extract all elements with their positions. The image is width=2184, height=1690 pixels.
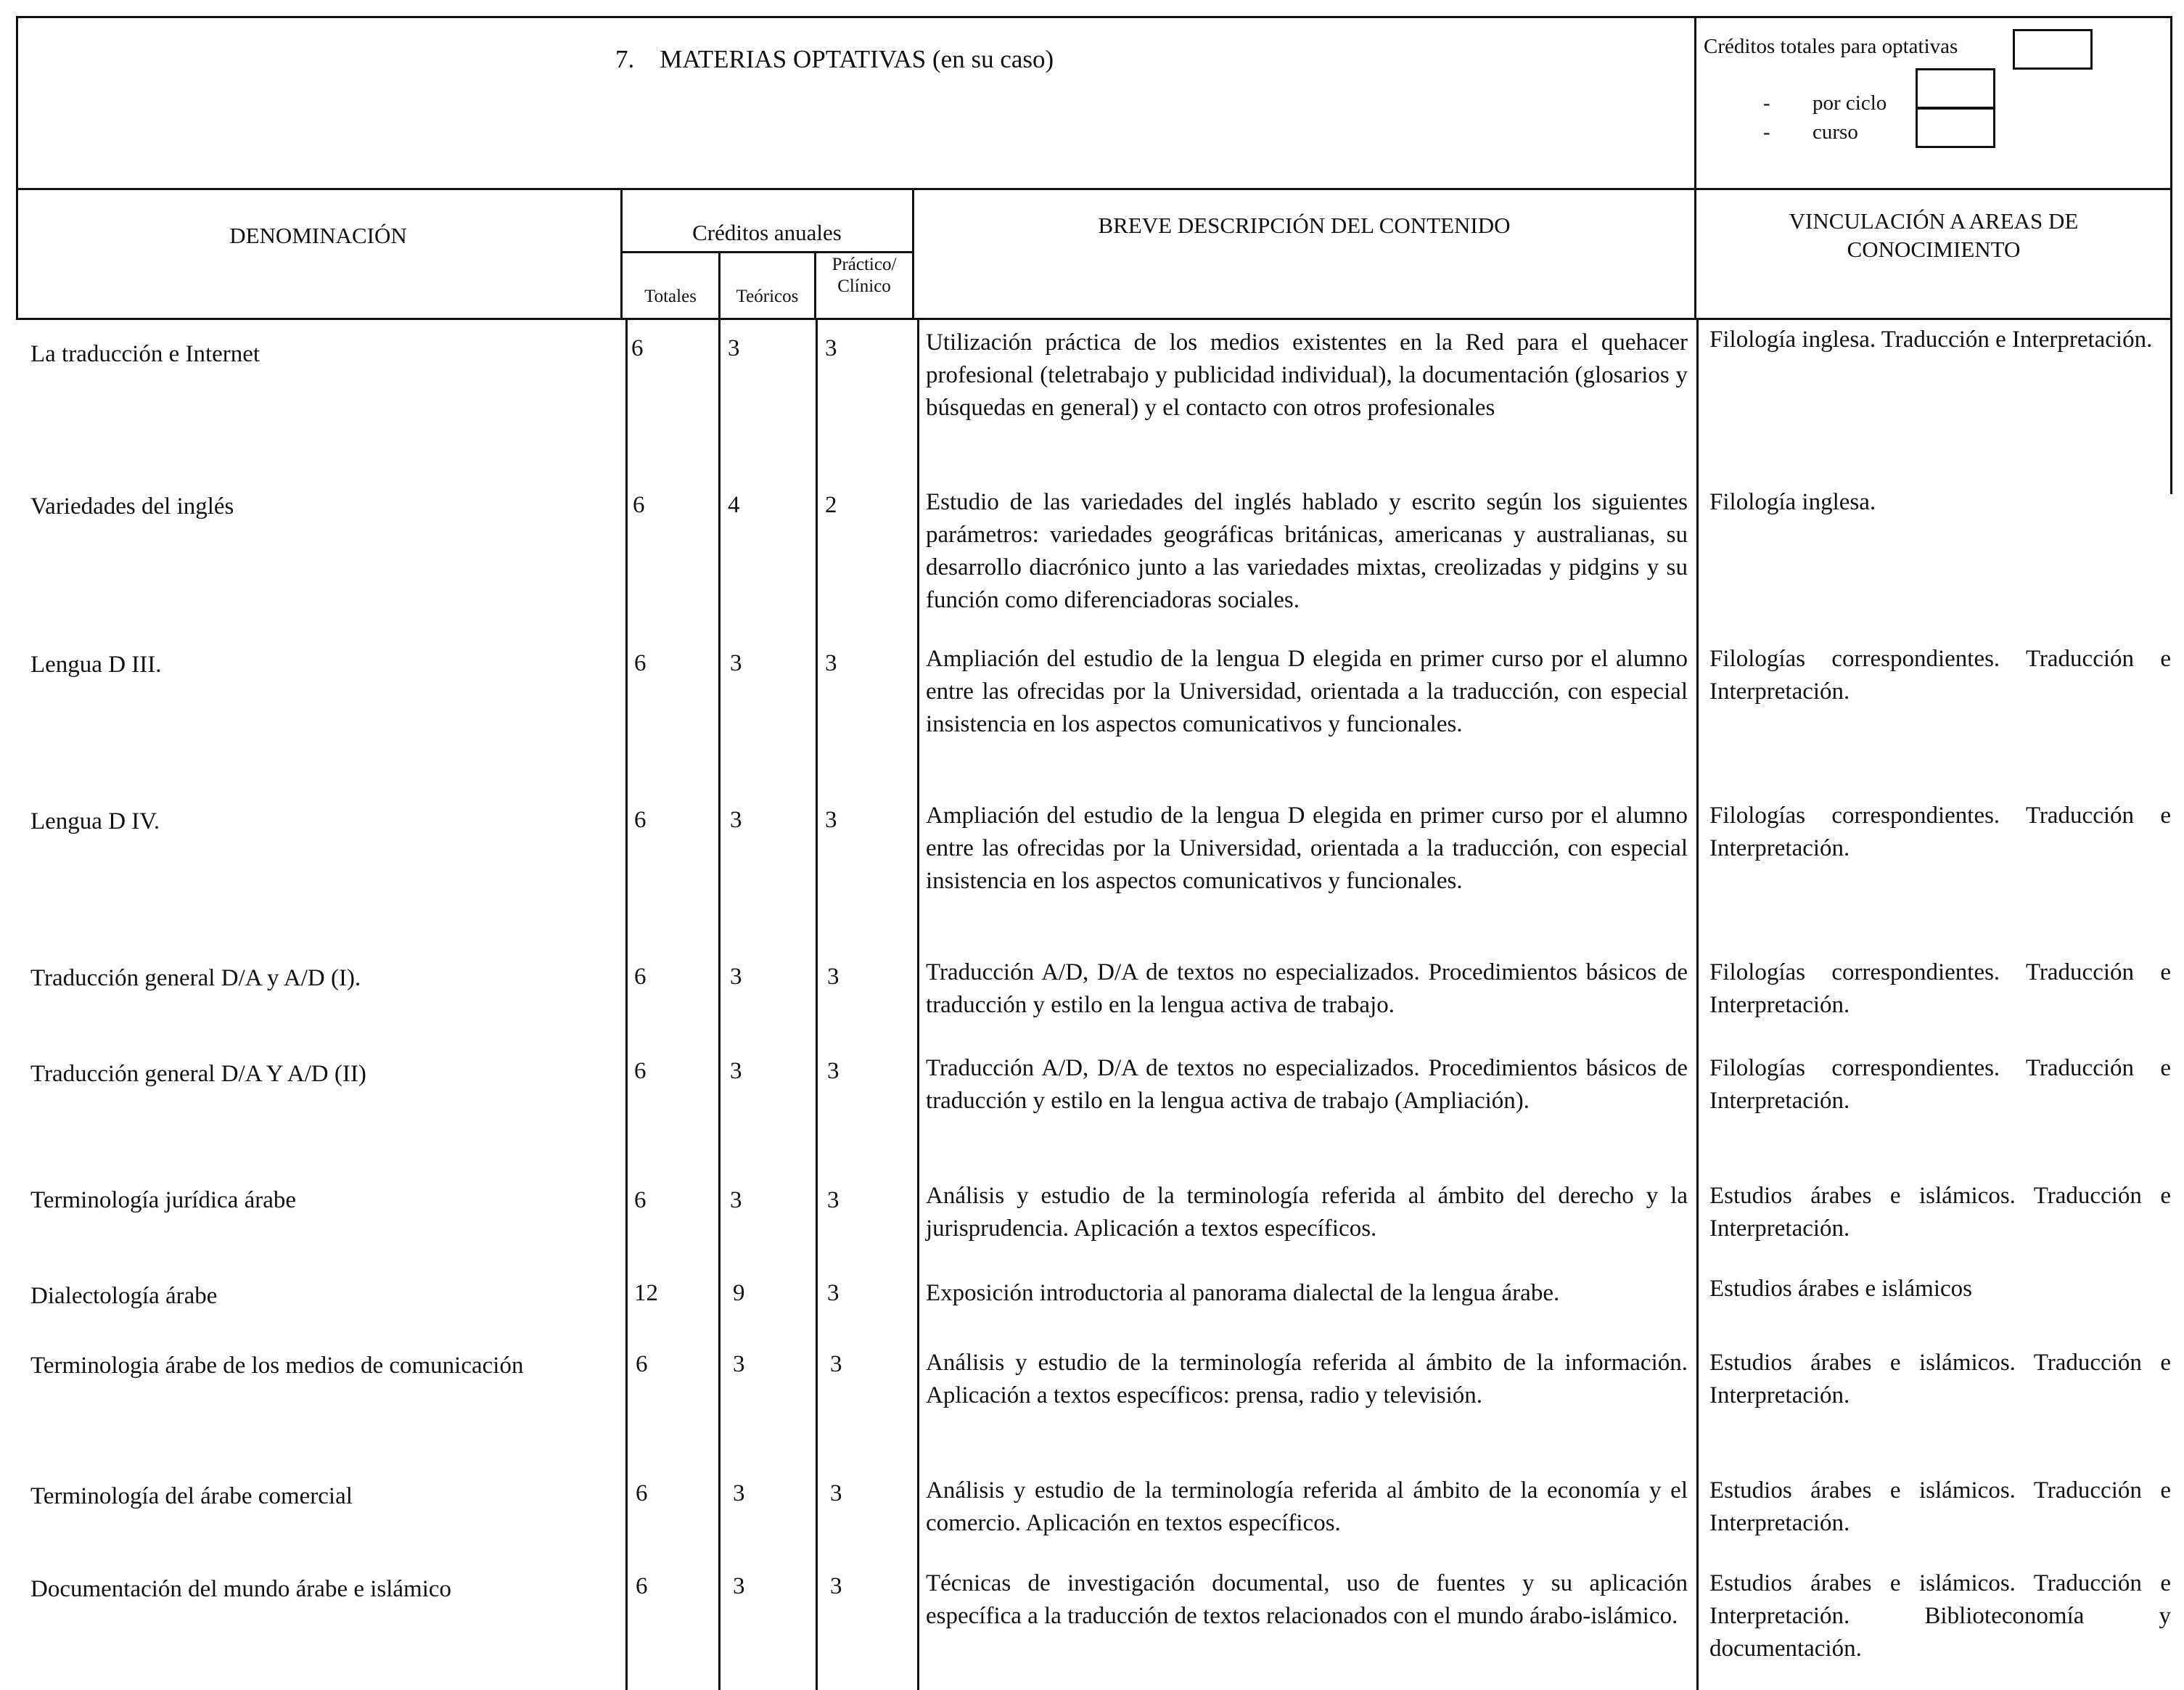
body-col-line-desc: [917, 320, 919, 1690]
credits-item-dash: -: [1763, 120, 1770, 144]
row-practicos: 3: [825, 807, 837, 833]
row-description: Estudio de las variedades del inglés hablado y escrito según los siguientes parámetros: variedades geográficas británicas, americanas y australianas, su desarrollo diacrónico junto a las variedades mixtas, creolizadas y pidgins y su función como diferenciadoras sociales.: [926, 489, 1688, 613]
table-right-border: [2170, 188, 2172, 320]
row-name: Terminologia árabe de los medios de comunicación: [30, 1353, 524, 1379]
credits-total-input-box[interactable]: [2013, 29, 2093, 70]
credits-subheader-line: [620, 251, 914, 253]
row-practicos: 3: [830, 1480, 842, 1506]
section-title-text: MATERIAS OPTATIVAS (en su caso): [660, 45, 1054, 73]
row-description: Análisis y estudio de la terminología referida al ámbito de la información. Aplicación a textos específicos: prensa, radio y televisión.: [926, 1350, 1688, 1408]
row-practicos: 3: [827, 964, 839, 990]
row-teoricos: 3: [730, 650, 742, 676]
row-practicos: 3: [830, 1573, 842, 1599]
body-col-line-areas: [1696, 320, 1699, 1690]
header-practico: Práctico/ Clínico: [832, 255, 897, 296]
row-description: Traducción A/D, D/A de textos no especializados. Procedimientos básicos de traducción y estilo en la lengua activa de trabajo.: [926, 959, 1688, 1018]
row-description: Exposición introductoria al panorama dialectal de la lengua árabe.: [926, 1280, 1560, 1306]
row-areas: Filologías correspondientes. Traducción e Interpretación.: [1709, 803, 2171, 861]
section-title: [615, 45, 1054, 74]
row-practicos: 3: [827, 1187, 839, 1213]
credits-per-ciclo-input-box[interactable]: [1916, 68, 1995, 109]
credits-per-ciclo-label: por ciclo: [1813, 91, 1887, 115]
row-areas: Filologías correspondientes. Traducción e Interpretación.: [1709, 646, 2171, 705]
credits-total-label: Créditos totales para optativas: [1704, 35, 1958, 58]
credits-curso-label: curso: [1813, 120, 1858, 144]
row-areas: Filologías correspondientes. Traducción e Interpretación.: [1709, 1055, 2171, 1114]
row-areas: Estudios árabes e islámicos. Traducción e Interpretación.: [1709, 1477, 2171, 1536]
row-totales: 6: [636, 1351, 648, 1377]
row-description: Análisis y estudio de la terminología referida al ámbito del derecho y la jurisprudencia. Aplicación a textos específicos.: [926, 1183, 1688, 1242]
row-totales: 6: [631, 335, 644, 361]
row-description: Análisis y estudio de la terminología referida al ámbito de la economía y el comercio. Aplicación en textos específicos.: [926, 1477, 1688, 1536]
row-totales: 6: [634, 1058, 646, 1084]
section-header-divider: [1694, 16, 1696, 190]
row-teoricos: 3: [730, 1187, 742, 1213]
row-name: La traducción e Internet: [30, 341, 260, 367]
row-areas: Filología inglesa.: [1709, 489, 1876, 515]
row-teoricos: 3: [733, 1480, 745, 1506]
row-teoricos: 3: [730, 1058, 742, 1084]
row-name: Traducción general D/A y A/D (I).: [30, 965, 361, 991]
row-totales: 6: [636, 1480, 648, 1506]
row-name: Lengua D III.: [30, 652, 162, 678]
row-practicos: 3: [827, 1058, 839, 1084]
row-description: Traducción A/D, D/A de textos no especializados. Procedimientos básicos de traducción y estilo en la lengua activa de trabajo (Ampliación).: [926, 1055, 1688, 1114]
row-totales: 6: [633, 492, 645, 518]
row-teoricos: 4: [728, 492, 740, 518]
row-teoricos: 3: [728, 335, 740, 361]
body-col-line-teoricos: [718, 320, 721, 1690]
credits-curso-input-box[interactable]: [1916, 107, 1995, 148]
row-teoricos: 3: [730, 964, 742, 990]
header-vinculacion: VINCULACIÓN A AREAS DE CONOCIMIENTO: [1789, 208, 2079, 262]
table-top-border: [16, 188, 2172, 190]
row-name: Terminología del árabe comercial: [30, 1483, 353, 1509]
row-description: Utilización práctica de los medios existentes en la Red para el quehacer profesional (teletrabajo y publicidad individual), la documentación (glosarios y búsquedas en general) y el contacto con otros profesionales: [926, 329, 1688, 421]
body-col-line-totales: [625, 320, 628, 1690]
row-areas: Estudios árabes e islámicos: [1709, 1276, 1973, 1302]
row-totales: 6: [634, 1187, 646, 1213]
row-areas: Estudios árabes e islámicos. Traducción e Interpretación.: [1709, 1350, 2171, 1408]
row-description: Técnicas de investigación documental, uso de fuentes y su aplicación específica a la traducción de textos relacionados con el mundo árabo-islámico.: [926, 1570, 1688, 1629]
row-practicos: 3: [825, 650, 837, 676]
row-totales: 6: [634, 807, 646, 833]
row-description: Ampliación del estudio de la lengua D elegida en primer curso por el alumno entre las ofrecidas por la Universidad, orientada a la traducción, con especial insistencia en los aspectos comunicativos y funcionales.: [926, 646, 1688, 737]
table-left-border: [16, 188, 18, 320]
credits-item-dash: -: [1763, 91, 1770, 115]
header-denominacion: DENOMINACIÓN: [229, 223, 407, 248]
header-totales: Totales: [644, 287, 697, 306]
row-totales: 12: [634, 1280, 658, 1306]
row-practicos: 3: [825, 335, 837, 361]
row-name: Traducción general D/A Y A/D (II): [30, 1061, 366, 1087]
row-name: Variedades del inglés: [30, 493, 234, 520]
row-practicos: 3: [830, 1351, 842, 1377]
row-teoricos: 9: [733, 1280, 745, 1306]
row-practicos: 3: [827, 1280, 839, 1306]
row-name: Lengua D IV.: [30, 808, 160, 834]
col-divider-credits: [912, 188, 914, 320]
header-descripcion: BREVE DESCRIPCIÓN DEL CONTENIDO: [1098, 213, 1511, 238]
row-teoricos: 3: [730, 807, 742, 833]
row-teoricos: 3: [733, 1573, 745, 1599]
row-name: Terminología jurídica árabe: [30, 1187, 297, 1213]
row-areas: Filologías correspondientes. Traducción e Interpretación.: [1709, 959, 2171, 1018]
section-number: 7.: [615, 45, 635, 73]
row-totales: 6: [634, 964, 646, 990]
header-creditos-anuales: Créditos anuales: [692, 220, 842, 245]
table-header-bottom-border: [16, 318, 2172, 320]
row-areas: Filología inglesa. Traducción e Interpretación.: [1709, 327, 2153, 353]
body-col-line-practicos: [816, 320, 818, 1690]
row-name: Documentación del mundo árabe e islámico: [30, 1576, 452, 1602]
col-divider-desc: [1694, 188, 1696, 320]
row-description: Ampliación del estudio de la lengua D elegida en primer curso por el alumno entre las ofrecidas por la Universidad, orientada a la traducción, con especial insistencia en los aspectos comunicativos y funcionales.: [926, 803, 1688, 894]
row-teoricos: 3: [733, 1351, 745, 1377]
header-teoricos: Teóricos: [736, 287, 799, 306]
row-totales: 6: [634, 650, 646, 676]
row-areas: Estudios árabes e islámicos. Traducción e Interpretación. Biblioteconomía y documentación.: [1709, 1570, 2171, 1662]
row-practicos: 2: [825, 492, 837, 518]
row-areas: Estudios árabes e islámicos. Traducción e Interpretación.: [1709, 1183, 2171, 1242]
row-totales: 6: [636, 1573, 648, 1599]
row-name: Dialectología árabe: [30, 1283, 218, 1309]
